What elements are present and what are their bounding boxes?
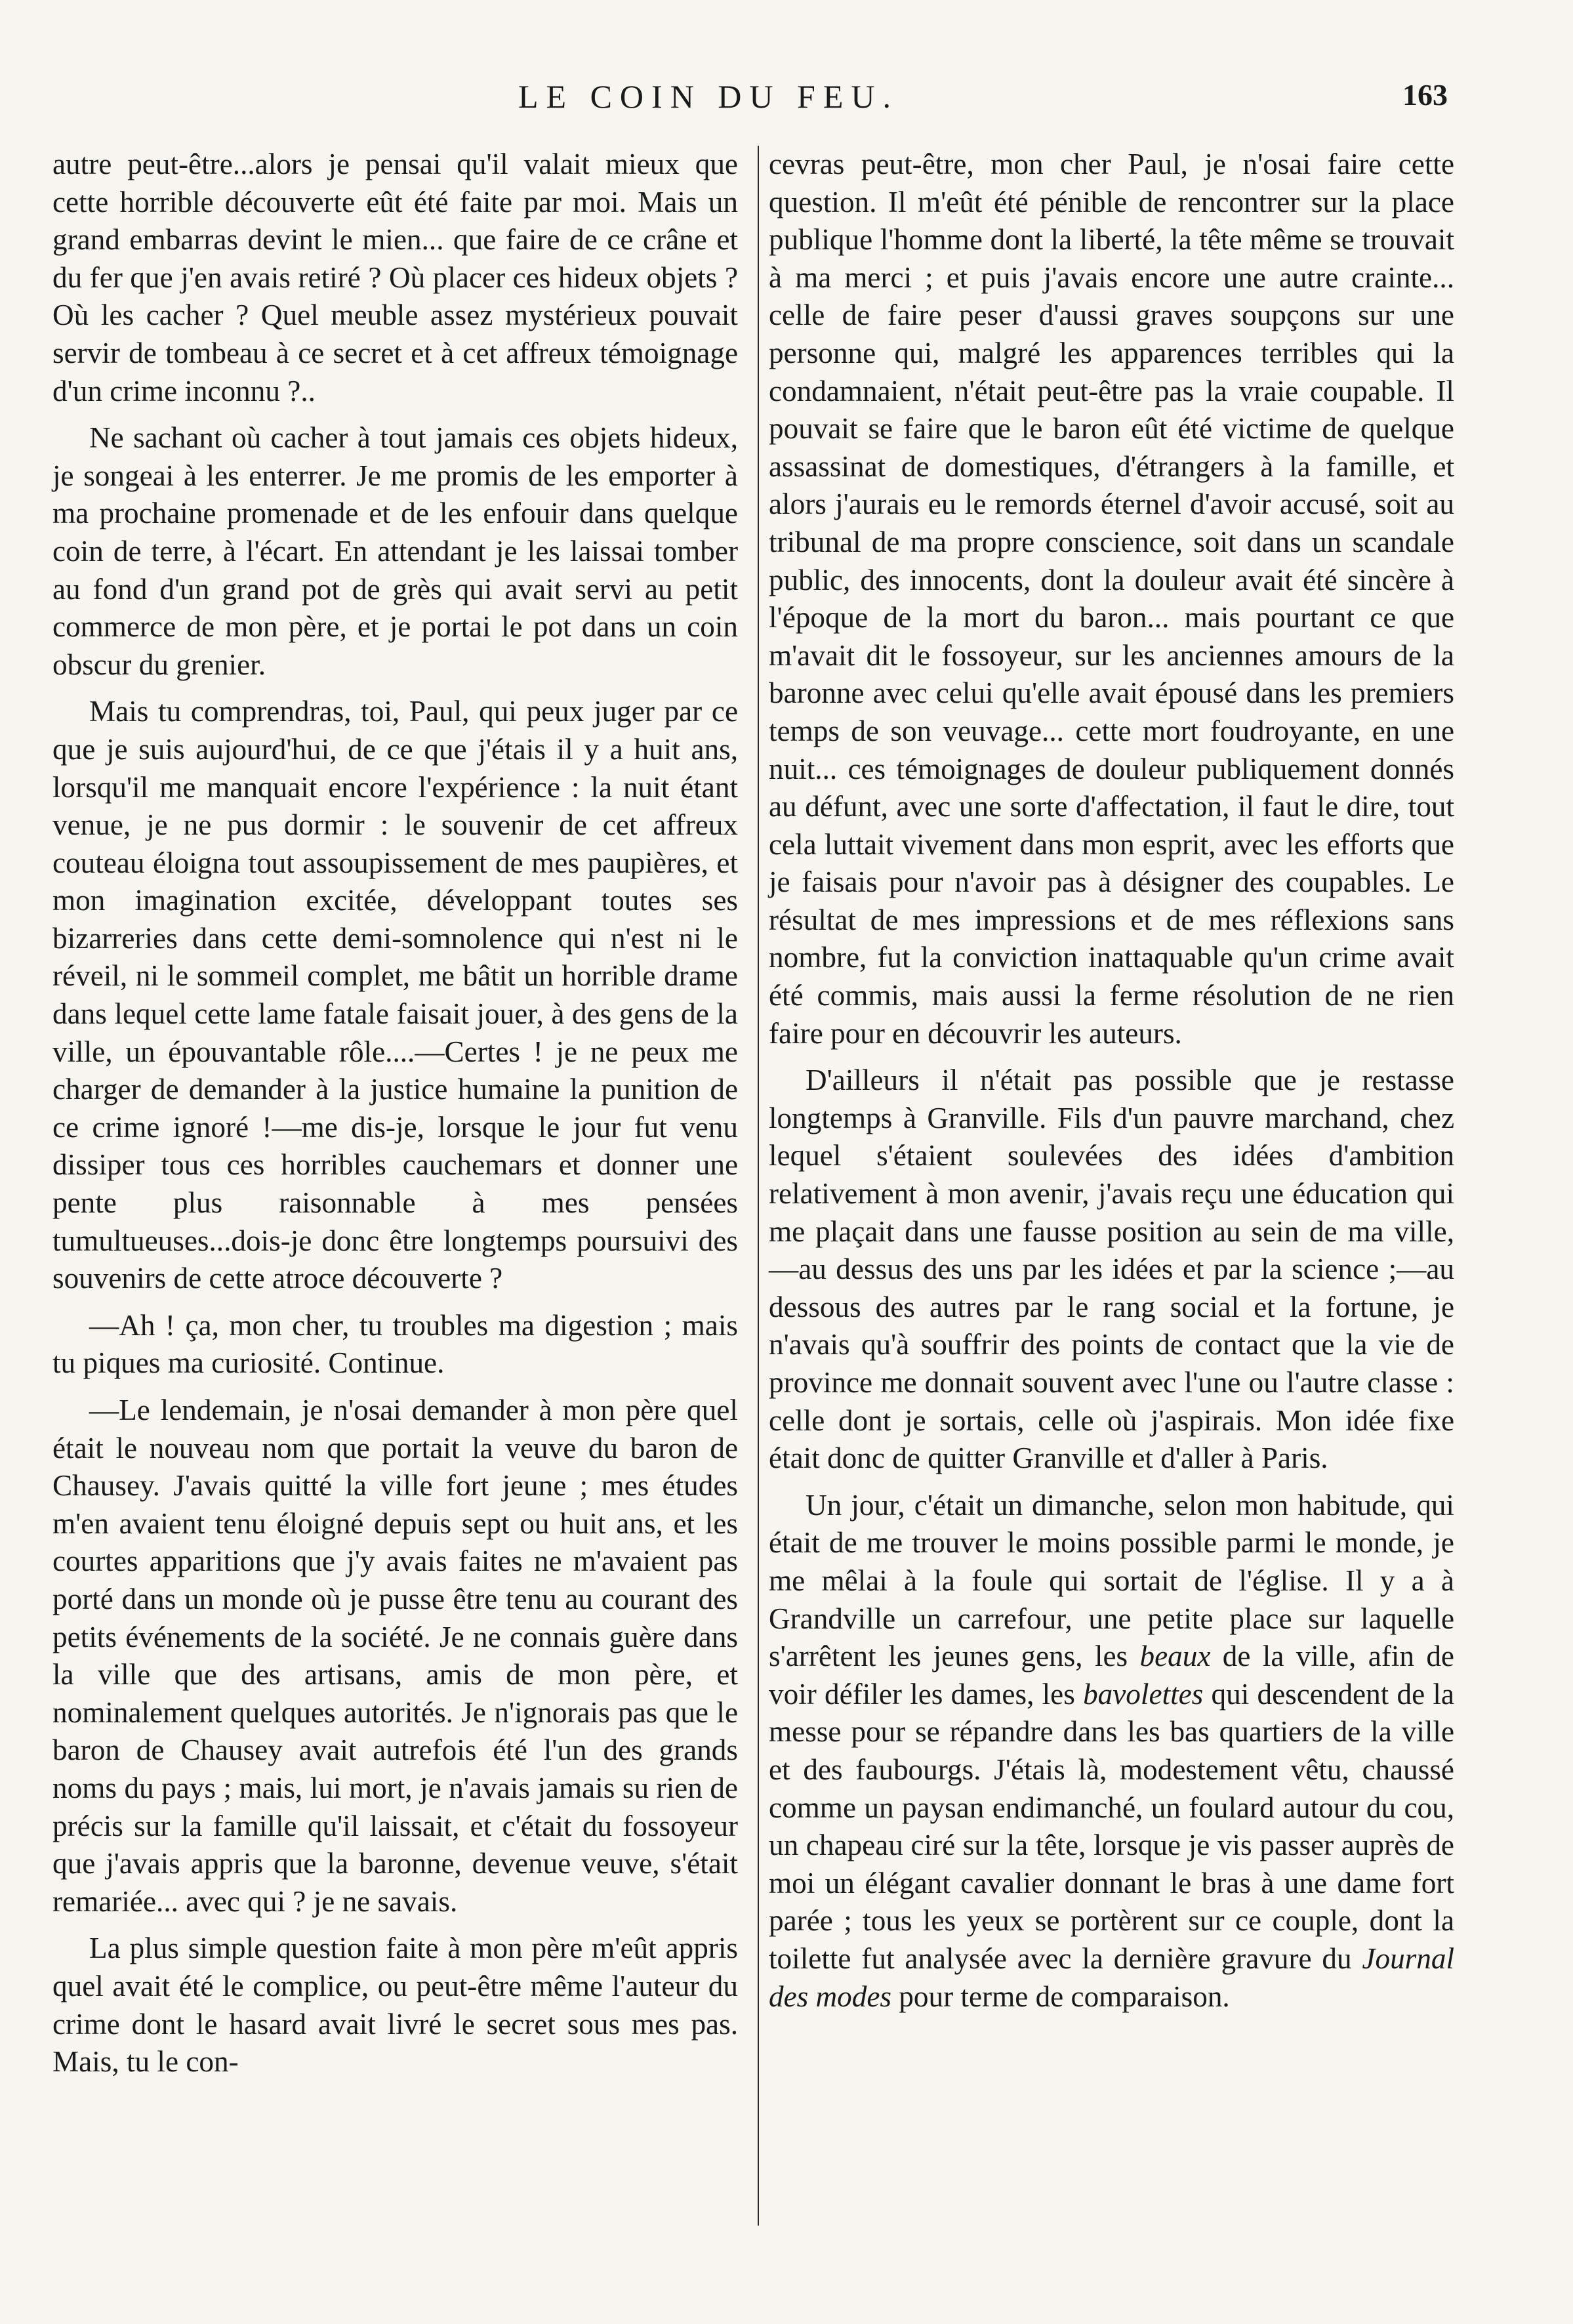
italic-text: bavolettes [1083,1677,1204,1711]
paragraph: cevras peut-être, mon cher Paul, je n'osai faire cette question. Il m'eût été pénible de rencontrer sur la place publique l'homme dont la liberté, la tête même se trouvait à ma merci ; et puis j'avais encore une autre crainte... celle de faire peser d'aussi graves soupçons sur une personne qui, malgré les apparences terribles qui la condamnaient, n'était peut-être pas la vraie coupable. Il pouvait se faire que le baron eût été victime de quelque assassinat de domestiques, d'étrangers à la famille, et alors j'aurais eu le remords éternel d'avoir accusé, soit au tribunal de ma propre conscience, soit dans un scandale public, des innocents, dont la douleur avait été sincère à l'époque de la mort du baron... mais pourtant ce que m'avait dit le fossoyeur, sur les anciennes amours de la baronne avec celui qu'elle avait épousé dans les premiers temps de son veuvage... cette mort foudroyante, en une nuit... ces témoignages de douleur publiquement donnés au défunt, avec une sorte d'affectation, il faut le dire, tout cela luttait vivement dans mon esprit, avec les efforts que je faisais pour n'avoir pas à désigner des coupables. Le résultat de mes impressions et de mes réflexions sans nombre, fut la conviction inattaquable qu'un crime avait été commis, mais aussi la ferme résolution de ne rien faire pour en découvrir les auteurs. [769,148,1454,1050]
running-head [0,77,1573,130]
paragraph: —Le lendemain, je n'osai demander à mon père quel était le nouveau nom que portait la veuve du baron de Chausey. J'avais quitté la ville fort jeune ; mes études m'en avaient tenu éloigné depuis sept ou huit ans, et les courtes apparitions que j'y avais faites ne m'avaient pas porté dans un monde où je pusse être tenu au courant des petits événements de la société. Je ne connais guère dans la ville que des artisans, amis de mon père, et nominalement quelques autorités. Je n'ignorais pas que le baron de Chausey avait autrefois été l'un des grands noms du pays ; mais, lui mort, je n'avais jamais su rien de précis sur la famille qu'il laissait, et c'était du fossoyeur que j'avais appris que la baronne, devenue veuve, s'était remariée... avec qui ? je ne savais. [52,1394,738,1918]
left-column [52,146,738,2090]
page-number: 163 [1402,78,1448,112]
right-column [769,146,1454,2025]
column-divider [758,146,759,2226]
paragraph: Mais tu comprendras, toi, Paul, qui peux juger par ce que je suis aujourd'hui, de ce que j'étais il y a huit ans, lorsqu'il me manquait encore l'expérience : la nuit étant venue, je ne pus dormir : le souvenir de cet affreux couteau éloigna tout assoupissement de mes paupières, et mon imagination excitée, développant toutes ses bizarreries dans cette demi-somnolence qui n'est ni le réveil, ni le sommeil complet, me bâtit un horrible drame dans lequel cette lame fatale faisait jouer, à des gens de la ville, un épouvantable rôle....—Certes ! je ne peux me charger de demander à la justice humaine la punition de ce crime ignoré !—me dis-je, lorsque le jour fut venu dissiper tous ces horribles cauchemars et donner une pente plus raisonnable à mes pensées tumultueuses...dois-je donc être longtemps poursuivi des souvenirs de cette atroce découverte ? [52,695,738,1295]
paragraph: Ne sachant où cacher à tout jamais ces objets hideux, je songeai à les enterrer. Je me promis de les emporter à ma prochaine promenade et de les enfouir dans quelque coin de terre, à l'écart. En attendant je les laissai tomber au fond d'un grand pot de grès qui avait servi au petit commerce de mon père, et je portai le pot dans un coin obscur du grenier. [52,421,738,681]
italic-text: Journal des modes [769,1941,1454,2013]
paragraph: autre peut-être...alors je pensai qu'il valait mieux que cette horrible découverte eût été faite par moi. Mais un grand embarras devint le mien... que faire de ce crâne et du fer que j'en avais retiré ? Où placer ces hideux objets ? Où les cacher ? Quel meuble assez mystérieux pouvait servir de tombeau à ce secret et à cet affreux témoignage d'un crime inconnu ?.. [52,148,738,407]
paragraph: Un jour, c'était un dimanche, selon mon habitude, qui était de me trouver le moins possible parmi le monde, je me mêlai à la foule qui sortait de l'église. Il y a à Grandville un carrefour, une petite place sur laquelle s'arrêtent les jeunes gens, les beaux de la ville, afin de voir défiler les dames, les bavolettes qui descendent de la messe pour se répandre dans les bas quartiers de la ville et des faubourgs. J'étais là, modestement vêtu, chaussé comme un paysan endimanché, un foulard autour du cou, un chapeau ciré sur la tête, lorsque je vis passer auprès de moi un élégant cavalier donnant le bras à une dame fort parée ; tous les yeux se portèrent sur ce couple, dont la toilette fut analysée avec la dernière gravure du Journal des modes pour terme de comparaison. [769,1488,1454,2013]
italic-text: beaux [1139,1640,1211,1673]
running-title: LE COIN DU FEU. [518,78,899,115]
paragraph: D'ailleurs il n'était pas possible que je restasse longtemps à Granville. Fils d'un pauvre marchand, chez lequel s'étaient soulevées des idées d'ambition relativement à mon avenir, j'avais reçu une éducation qui me plaçait dans une fausse position au sein de ma ville,—au dessus des uns par les idées et par la science ;—au dessous des autres par le rang social et la fortune, je n'avais qu'à souffrir des points de contact que la vie de province me donnait souvent avec l'une ou l'autre classe : celle dont je sortais, celle où j'aspirais. Mon idée fixe était donc de quitter Granville et d'aller à Paris. [769,1064,1454,1475]
paragraph: La plus simple question faite à mon père m'eût appris quel avait été le complice, ou peut-être même l'auteur du crime dont le hasard avait livré le secret sous mes pas. Mais, tu le con- [52,1932,738,2079]
paragraph: —Ah ! ça, mon cher, tu troubles ma digestion ; mais tu piques ma curiosité. Continue. [52,1308,738,1380]
